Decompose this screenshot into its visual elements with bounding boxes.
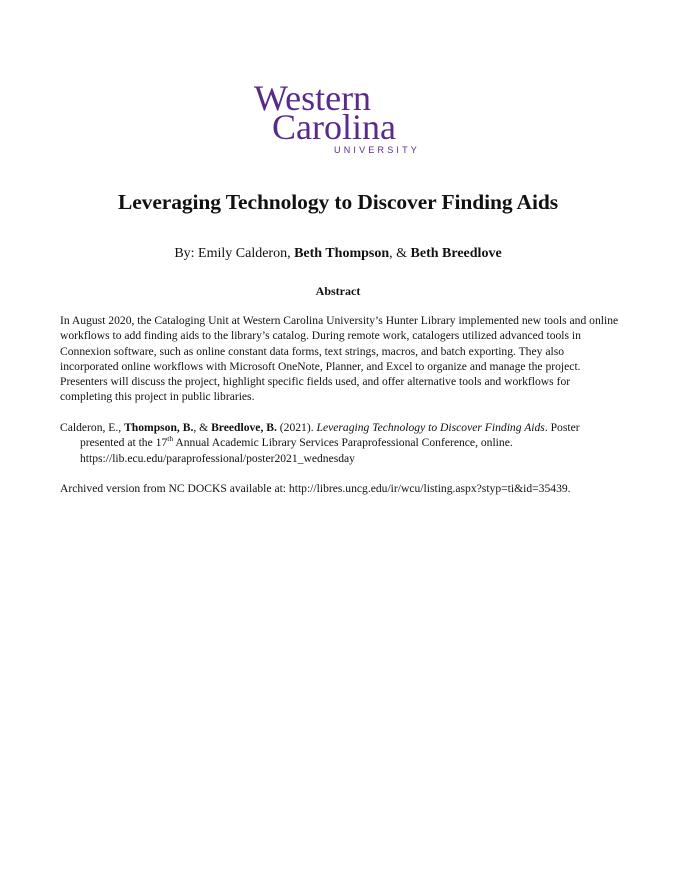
logo-line-3: UNIVERSITY bbox=[334, 145, 421, 155]
byline-author-breedlove: Beth Breedlove bbox=[410, 246, 502, 261]
archived-version-note: Archived version from NC DOCKS available at: http://libres.uncg.edu/ir/wcu/listing.aspx?styp=ti&id=35439. bbox=[60, 482, 571, 495]
citation-year: (2021). bbox=[276, 421, 317, 434]
byline-prefix: By: Emily Calderon, bbox=[174, 246, 295, 261]
logo-line-2: Carolina bbox=[272, 107, 396, 147]
document-title: Leveraging Technology to Discover Finding Aids bbox=[118, 190, 558, 214]
citation-superscript: th bbox=[167, 434, 174, 444]
logo-line-1: Western bbox=[254, 80, 372, 118]
citation-title: Leveraging Technology to Discover Finding Aids bbox=[316, 421, 545, 434]
citation-rest-2: Annual Academic Library Services Paraprofessional Conference, online. https://lib.ecu.edu/paraprofessional/poster2021_wednesday bbox=[80, 436, 513, 465]
citation-separator: , & bbox=[193, 421, 212, 434]
citation-author-2: Thompson, B. bbox=[124, 421, 194, 434]
byline-separator: , & bbox=[389, 246, 411, 261]
citation-author-1: Calderon, E., bbox=[60, 421, 125, 434]
byline-author-thompson: Beth Thompson bbox=[294, 246, 390, 261]
university-logo bbox=[248, 80, 428, 155]
abstract-text: In August 2020, the Cataloging Unit at Western Carolina University’s Hunter Library implemented new tools and online workflows to add finding aids to the library’s catalog. During remote work, catalogers utilized advanced tools in Connexion software, such as online constant data forms, text strings, macros, and batch exporting. They also incorporated online workflows with Microsoft OneNote, Planner, and Excel to organize and manage the project. Presenters will discuss the project, highlight specific fields used, and offer alternative tools and workflows for completing this project in public libraries. bbox=[60, 314, 619, 404]
citation-author-3: Breedlove, B. bbox=[211, 421, 277, 434]
abstract-heading: Abstract bbox=[315, 284, 361, 298]
wcu-logo-graphic bbox=[248, 80, 428, 155]
citation bbox=[60, 420, 622, 466]
citation-rest-1: . Poster presented at the 17 bbox=[80, 421, 580, 450]
author-byline bbox=[0, 246, 676, 262]
